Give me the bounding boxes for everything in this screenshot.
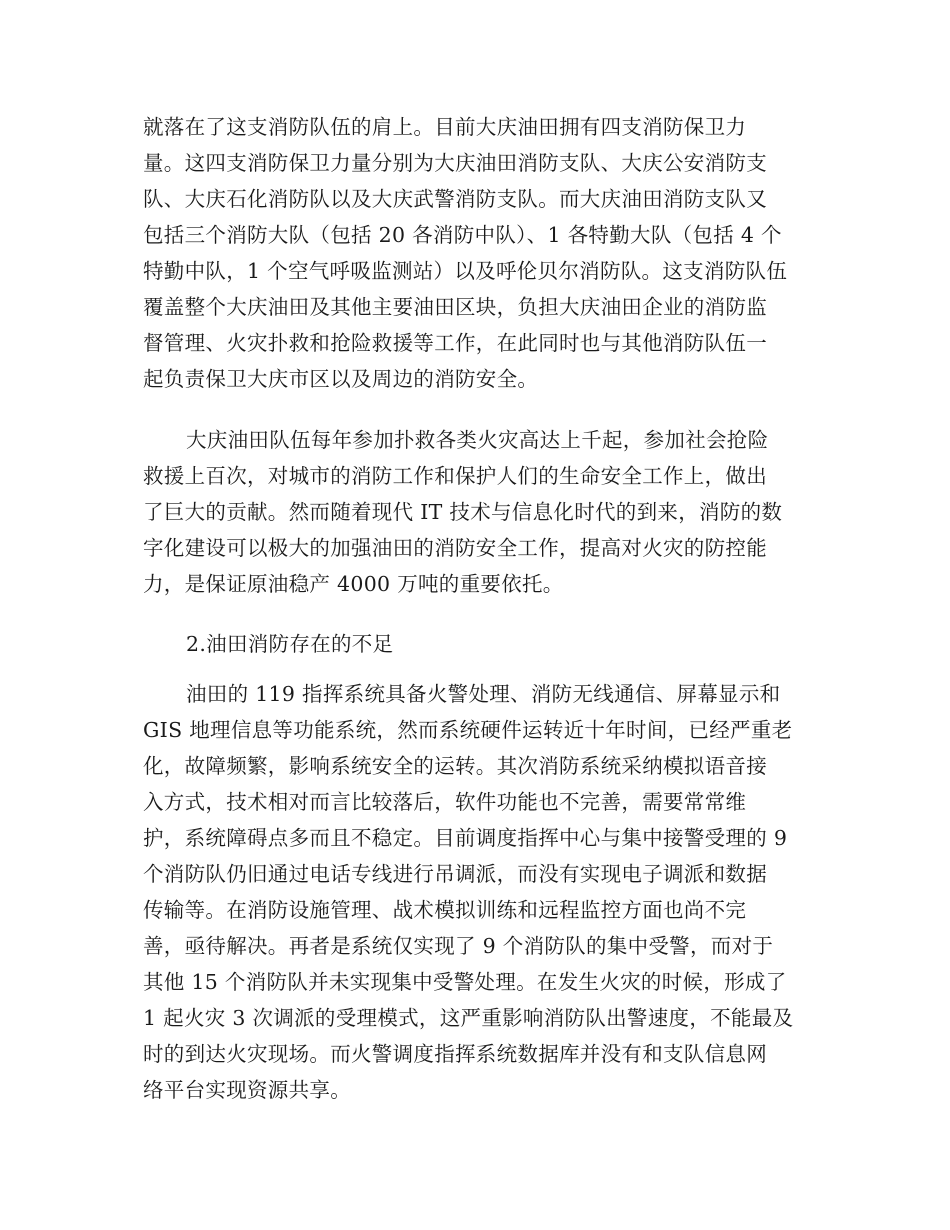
text-line: 入方式，技术相对而言比较落后，软件功能也不完善，需要常常维 — [143, 790, 747, 814]
text-line: 善，亟待解决。再者是系统仅实现了 9 个消防队的集中受警，而对于 — [143, 934, 774, 958]
text-line: 覆盖整个大庆油田及其他主要油田区块，负担大庆油田企业的消防监 — [143, 295, 767, 319]
text-line: 特勤中队，1 个空气呼吸监测站）以及呼伦贝尔消防队。这支消防队伍 — [143, 259, 788, 283]
text-line: 护，系统障碍点多而且不稳定。目前调度指挥中心与集中接警受理的 9 — [143, 826, 788, 850]
text-line: 化，故障频繁，影响系统安全的运转。其次消防系统采纳模拟语音接 — [143, 754, 767, 778]
text-line: 油田的 119 指挥系统具备火警处理、消防无线通信、屏幕显示和 — [186, 682, 781, 706]
text-line: 救援上百次，对城市的消防工作和保护人们的生命安全工作上，做出 — [143, 464, 767, 488]
text-line: 络平台实现资源共享。 — [143, 1078, 351, 1102]
text-line: 字化建设可以极大的加强油田的消防安全工作，提高对火灾的防控能 — [143, 536, 767, 560]
text-line: 大庆油田队伍每年参加扑救各类火灾高达上千起，参加社会抢险 — [186, 428, 769, 452]
text-line: 个消防队仍旧通过电话专线进行吊调派，而没有实现电子调派和数据 — [143, 862, 767, 886]
text-line: 力，是保证原油稳产 4000 万吨的重要依托。 — [143, 572, 564, 596]
text-line: 时的到达火灾现场。而火警调度指挥系统数据库并没有和支队信息网 — [143, 1042, 767, 1066]
text-line: 传输等。在消防设施管理、战术模拟训练和远程监控方面也尚不完 — [143, 898, 747, 922]
section-heading: 2.油田消防存在的不足 — [186, 632, 394, 656]
text-line: 就落在了这支消防队伍的肩上。目前大庆油田拥有四支消防保卫力 — [143, 115, 747, 139]
text-line: GIS 地理信息等功能系统，然而系统硬件运转近十年时间，已经严重老 — [143, 718, 793, 742]
text-line: 包括三个消防大队（包括 20 各消防中队）、1 各特勤大队（包括 4 个 — [143, 223, 782, 247]
text-line: 其他 15 个消防队并未实现集中受警处理。在发生火灾的时候，形成了 — [143, 970, 787, 994]
text-line: 1 起火灾 3 次调派的受理模式，这严重影响消防队出警速度，不能最及 — [143, 1006, 794, 1030]
text-line: 起负责保卫大庆市区以及周边的消防安全。 — [143, 367, 539, 391]
text-line: 量。这四支消防保卫力量分别为大庆油田消防支队、大庆公安消防支 — [143, 151, 767, 175]
text-line: 了巨大的贡献。然而随着现代 IT 技术与信息化时代的到来，消防的数 — [143, 500, 783, 524]
text-line: 督管理、火灾扑救和抢险救援等工作，在此同时也与其他消防队伍一 — [143, 331, 767, 355]
text-line: 队、大庆石化消防队以及大庆武警消防支队。而大庆油田消防支队又 — [143, 187, 767, 211]
